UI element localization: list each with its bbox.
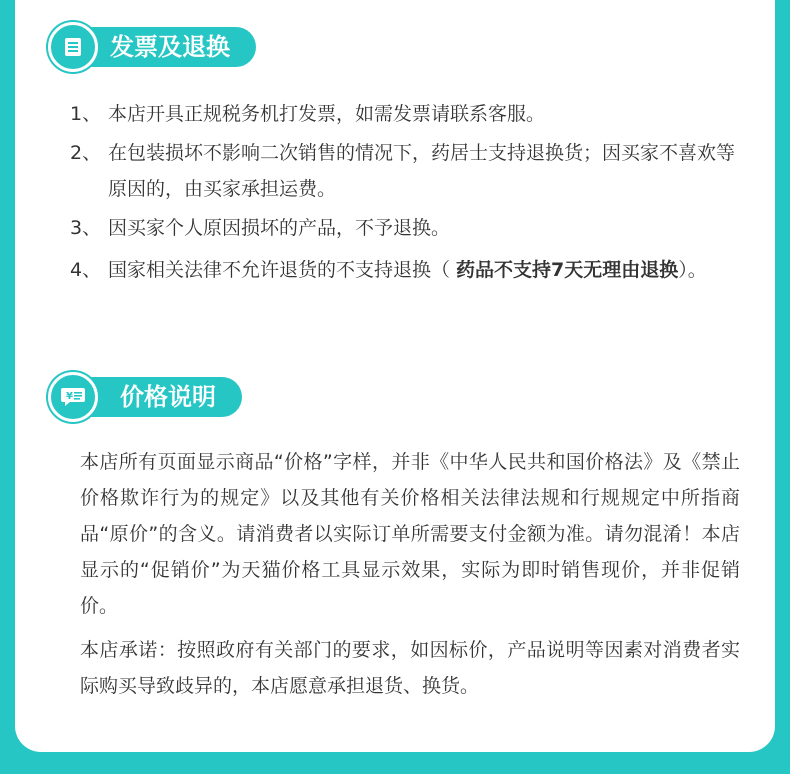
rule-number: 3、 [70,217,102,239]
rule-number: 1、 [70,103,102,125]
rule-number: 2、 [70,142,102,164]
invoice-rules-list [70,96,740,291]
rule-text: 在包装损坏不影响二次销售的情况下，药居士支持退换货；因买家不喜欢等原因的，由买家承担运费。 [108,142,736,200]
document-icon [48,22,98,72]
price-paragraph-1: 本店所有页面显示商品“价格”字样，并非《中华人民共和国价格法》及《禁止价格欺诈行为的规定》以及其他有关价格相关法律法规和行规规定中所指商品“原价”的含义。请消费者以实际订单所需要支付金额为准。请勿混淆！本店显示的“促销价”为天猫价格工具显示效果，实际为即时销售现价，并非促销价。 [80,451,740,617]
svg-text:¥: ¥ [66,391,73,402]
rule-number: 4、 [70,259,102,281]
rule-bold-text: 药品不支持7天无理由退换 [456,259,679,281]
rule-text: 国家相关法律不允许退货的不支持退换（ [108,259,457,281]
content-card [15,0,775,752]
price-paragraph-2: 本店承诺：按照政府有关部门的要求，如因标价，产品说明等因素对消费者实际购买导致歧异的，本店愿意承担退货、换货。 [80,639,740,697]
rule-item [70,210,740,246]
price-section-title: 价格说明 [70,377,242,417]
rule-text: 本店开具正规税务机打发票，如需发票请联系客服。 [108,103,546,125]
rule-text: 因买家个人原因损坏的产品，不予退换。 [108,217,451,239]
rule-item [70,96,740,132]
rule-tail-text: ）。 [678,259,707,281]
rule-item [70,252,740,288]
rule-item [70,135,740,207]
yen-chat-icon [48,372,98,422]
invoice-section-title: 发票及退换 [70,27,256,67]
